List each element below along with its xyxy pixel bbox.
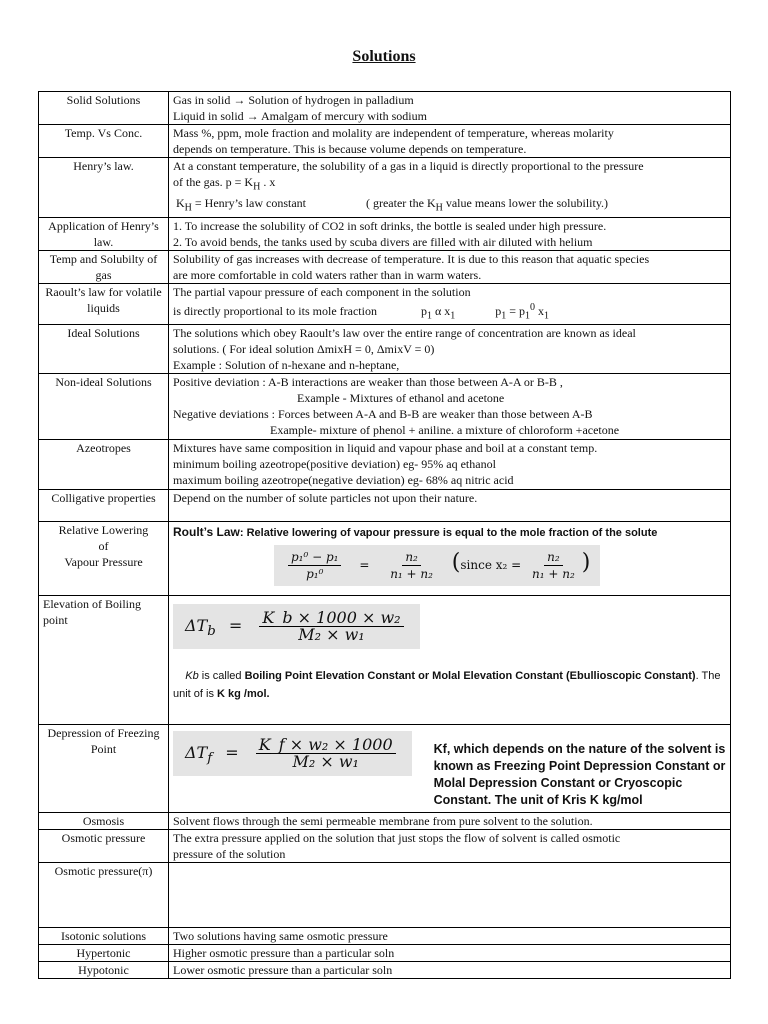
row-label: Colligative properties <box>39 490 169 522</box>
row-label: Isotonic solutions <box>39 928 169 945</box>
table-row <box>39 92 731 125</box>
table-row <box>39 863 731 928</box>
row-content: Gas in solid → Solution of hydrogen in palladium Liquid in solid → Amalgam of mercury with sodium <box>169 92 731 125</box>
row-content: Depend on the number of solute particles not upon their nature. <box>169 490 731 522</box>
row-label: Raoult’s law for volatile liquids <box>39 283 169 324</box>
page-title: Solutions <box>352 48 416 65</box>
table-row <box>39 325 731 374</box>
law-title: Roult’s Law <box>173 525 240 540</box>
row-label: Hypertonic <box>39 945 169 962</box>
solutions-table <box>38 91 731 979</box>
row-label: Relative Lowering of Vapour Pressure <box>39 522 169 596</box>
row-content: Higher osmotic pressure than a particular soln <box>169 945 731 962</box>
row-content <box>169 725 731 813</box>
table-row <box>39 830 731 863</box>
boiling-point-formula: $\Delta T_b$ = $\frac{\text{K\_b × 1000 × w₂}}{\text{M₂ × w₁}}$ <box>173 604 420 649</box>
row-label: Ideal Solutions <box>39 325 169 374</box>
row-content: The extra pressure applied on the solution that just stops the flow of solvent is called osmotic pressure of the solution <box>169 830 731 863</box>
freezing-point-description: Kf, which depends on the nature of the solvent is known as Freezing Point Depression Constant or Molal Depression Constant or Cryoscopic Constant. The unit of Kris K kg/mol <box>433 742 726 808</box>
table-row <box>39 283 731 324</box>
relative-lowering-formula: $\frac{\text{p₁⁰ − p₁}}{\text{p₁⁰}}$ = $\frac{\text{n₂}}{\text{n₁ + n₂}}$ (since x₂ = $\frac{\text{n₂}}{\text{n₁ + n₂}}$ ) <box>274 545 600 586</box>
table-row <box>39 522 731 596</box>
row-label: Temp. Vs Conc. <box>39 125 169 158</box>
table-row <box>39 945 731 962</box>
row-label: Depression of Freezing Point <box>39 725 169 813</box>
table-row <box>39 725 731 813</box>
table-row <box>39 440 731 490</box>
row-label: Azeotropes <box>39 440 169 490</box>
row-label: Osmotic pressure <box>39 830 169 863</box>
row-content: Solvent flows through the semi permeable membrane from pure solvent to the solution. <box>169 813 731 830</box>
row-label: Osmotic pressure(π) <box>39 863 169 928</box>
row-content <box>169 596 731 725</box>
row-content: The solutions which obey Raoult’s law over the entire range of concentration are known as ideal solutions. ( For ideal solution ΔmixH = 0, ΔmixV = 0) Example : Solution of n-hexane and n-heptane, <box>169 325 731 374</box>
row-content: At a constant temperature, the solubility of a gas in a liquid is directly proportional to the pressure of the gas. $p = K_H$ . x $K_H$ = Henry’s law constant ( greater the $K_H$ value means lower the solubility.) <box>169 158 731 218</box>
row-content: Positive deviation : A-B interactions are weaker than those between A-A or B-B , Example - Mixtures of ethanol and acetone Negative deviations : Forces between A-A and B-B are weaker than those between A-B Example- mixture of phenol + aniline. a mixture of chloroform +acetone <box>169 374 731 440</box>
table-row <box>39 158 731 218</box>
boiling-point-description: Kb is called Boiling Point Elevation Constant or Molal Elevation Constant (Ebullioscopic Constant). The unit of is K kg /mol. <box>173 670 721 701</box>
row-label: Application of Henry’s law. <box>39 217 169 250</box>
row-label: Elevation of Boiling point <box>39 596 169 725</box>
row-content: Solubility of gas increases with decrease of temperature. It is due to this reason that aquatic species are more comfortable in cold waters rather than in warm waters. <box>169 250 731 283</box>
row-label: Henry’s law. <box>39 158 169 218</box>
row-label: Osmosis <box>39 813 169 830</box>
row-content: Roult’s Law: Relative lowering of vapour pressure is equal to the mole fraction of the solute $\frac{\text{p₁⁰ − p₁}}{\text{p₁⁰}}$ = $\frac{\text{n₂}}{\text{n₁ + n₂}}$ (since x₂ = $\frac{\text{n₂}}{\text{n₁ + n₂}}$ ) <box>169 522 731 596</box>
row-label: Temp and Solubilty of gas <box>39 250 169 283</box>
table-row <box>39 125 731 158</box>
row-label: Solid Solutions <box>39 92 169 125</box>
table-row <box>39 928 731 945</box>
table-row <box>39 596 731 725</box>
freezing-point-formula: $\Delta T_f$ = $\frac{\text{K\_f × w₂ × 1000}}{\text{M₂ × w₁}}$ <box>173 731 412 776</box>
table-row <box>39 962 731 979</box>
table-row <box>39 217 731 250</box>
table-row <box>39 250 731 283</box>
row-content: Lower osmotic pressure than a particular soln <box>169 962 731 979</box>
row-content: Mixtures have same composition in liquid and vapour phase and boil at a constant temp. minimum boiling azeotrope(positive deviation) eg- 95% aq ethanol maximum boiling azeotrope(negative deviation) eg- 68% aq nitric acid <box>169 440 731 490</box>
row-content: 1. To increase the solubility of CO2 in soft drinks, the bottle is sealed under high pressure. 2. To avoid bends, the tanks used by scuba divers are filled with air diluted with helium <box>169 217 731 250</box>
row-content: Two solutions having same osmotic pressure <box>169 928 731 945</box>
row-label: Hypotonic <box>39 962 169 979</box>
row-content: The partial vapour pressure of each component in the solution is directly proportional to its mole fraction $p_1$ α $x_1$ $p_1 = p_1^0$ $x_1$ <box>169 283 731 324</box>
row-content <box>169 863 731 928</box>
table-row <box>39 374 731 440</box>
row-content: Mass %, ppm, mole fraction and molality are independent of temperature, whereas molarity depends on temperature. This is because volume depends on temperature. <box>169 125 731 158</box>
table-row <box>39 813 731 830</box>
row-label: Non-ideal Solutions <box>39 374 169 440</box>
table-row <box>39 490 731 522</box>
